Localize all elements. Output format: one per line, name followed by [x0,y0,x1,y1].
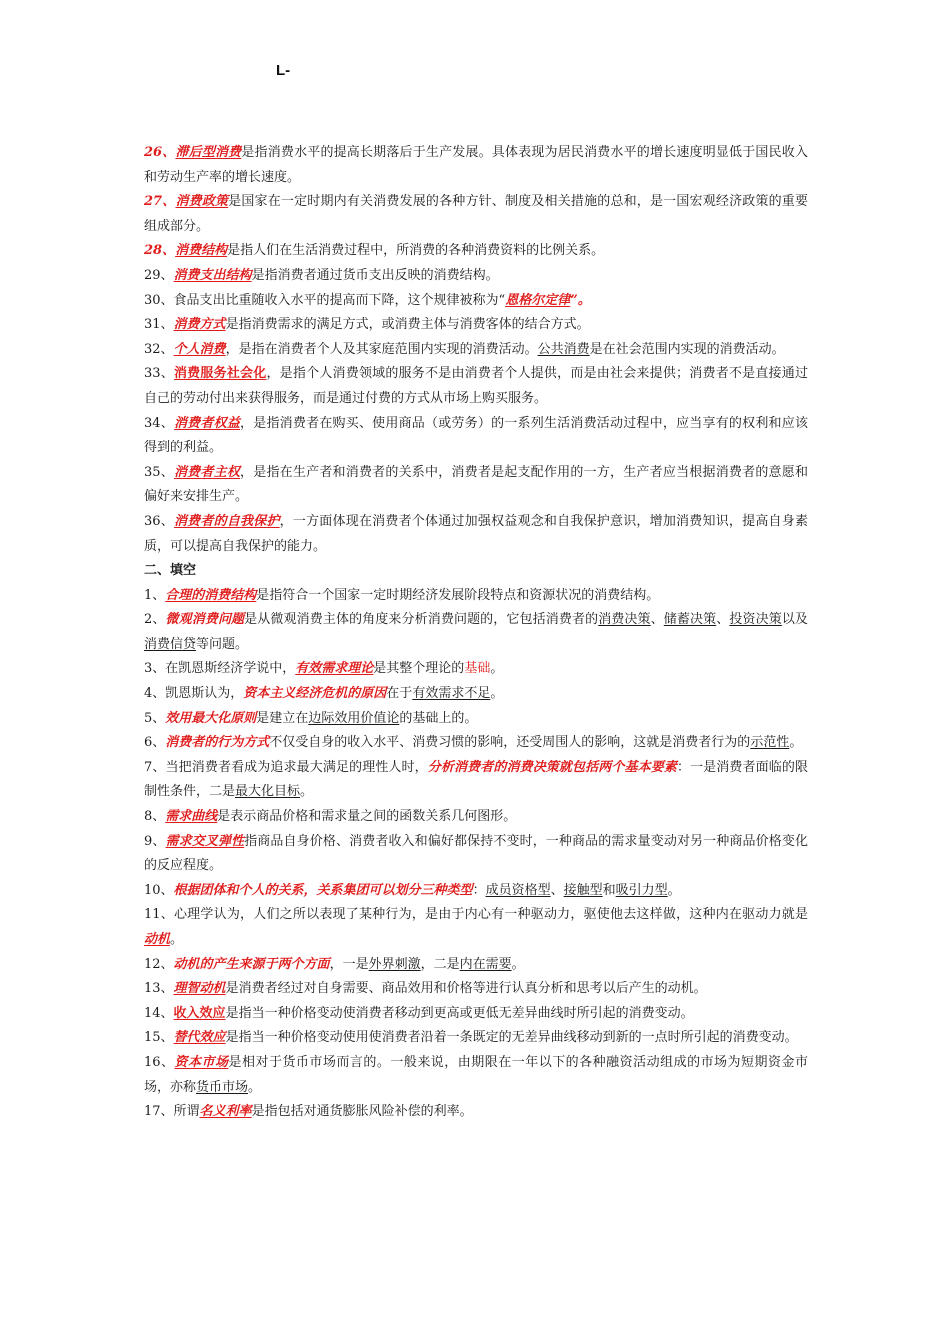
paragraph-p29 [144,264,808,289]
page-header-mark: L- [276,62,291,79]
text-run: 指商品自身价格、消费者收入和偏好都保持不变时，一种商品的需求量变动对另一种商品价格变化的反应程度。 [144,833,808,874]
text-run: 是消费者经过对自身需要、商品效用和价格等进行认真分析和思考以后产生的动机。 [225,981,707,997]
paragraph-f15 [144,1026,808,1051]
paragraph-f11 [144,903,808,952]
text-run: 。 [490,686,504,702]
term-highlight: 替代效应 [173,1030,226,1046]
paragraph-p34 [144,412,808,461]
text-run: 是指包括对通货膨胀风险补偿的利率。 [251,1104,473,1120]
text-run: 是相对于货币市场而言的。一般来说，由期限在一年以下的各种融资活动组成的市场为短期资金市场，亦称 [144,1054,808,1095]
text-run: 是在社会范围内实现的消费活动。 [589,341,785,357]
text-run: 、 [716,612,730,628]
text-run: 5、 [144,710,166,726]
text-run: 。 [490,661,504,677]
underlined-text: 成员资格型 [485,882,551,898]
term-highlight: 消费方式 [173,317,226,333]
term-highlight: 收入效应 [173,1005,226,1021]
text-run: 7、当把消费者看成为追求最大满足的理性人时， [144,759,428,775]
text-run: 。 [789,735,803,751]
underlined-text: 外界刺激 [368,956,421,972]
text-run: 和 [602,882,616,898]
text-run: 。 [248,1079,262,1095]
term-highlight: 根据团体和个人的关系，关系集团可以划分三种类型 [173,882,473,898]
paragraph-p35 [144,461,808,510]
text-run: ： [472,882,486,898]
underlined-text: 吸引力型 [615,882,668,898]
paragraph-f10 [144,879,808,904]
paragraph-f16 [144,1051,808,1100]
underlined-text: 公共消费 [537,341,590,357]
text-run: 14、 [144,1005,174,1021]
text-run: ，一方面体现在消费者个体通过加强权益观念和自我保护意识，增加消费知识，提高自身素质，可以提高自我保护的能力。 [144,513,808,554]
text-run: 。 [300,784,314,800]
text-run: 4、凯恩斯认为， [144,686,244,702]
term-highlight: 动机 [144,932,171,947]
paragraph-f3 [144,657,808,682]
underlined-text: 有效需求不足 [412,686,491,702]
term-highlight: 消费者权益 [173,415,241,431]
paragraph-p26 [144,141,808,190]
paragraph-f8 [144,805,808,830]
text-run: 35、 [144,464,174,480]
text-run: 不仅受自身的收入水平、消费习惯的影响，还受周围人的影响，这就是消费者行为的 [269,735,751,751]
paragraph-f17 [144,1100,808,1125]
text-run: 6、 [144,735,166,751]
term-highlight: 分析消费者的消费决策就包括两个基本要素 [427,759,677,775]
text-run: ，二是 [420,956,460,972]
paragraph-p33 [144,362,808,411]
text-run: 在于 [386,686,413,702]
text-run: 、 [650,612,664,628]
text-run: 3、在凯恩斯经济学说中， [144,661,296,677]
term-highlight: 资本主义经济危机的原因 [243,686,387,702]
text-run: 。 [170,932,184,947]
paragraph-f9 [144,830,808,879]
term-highlight: 27、 [144,194,176,210]
underlined-text: 接触型 [563,882,603,898]
document-body [144,141,808,1125]
text-run: 8、 [144,809,166,825]
text-run: 的基础上的。 [399,710,478,726]
underlined-text: 投资决策 [729,612,782,628]
text-run: 11、心理学认为，人们之所以表现了某种行为，是由于内心有一种驱动力，驱使他去这样做，这种内在驱动力就是 [144,907,808,923]
text-run: 是建立在 [256,710,309,726]
underlined-text: 内在需要 [459,956,512,972]
text-run: ，是指消费者在购买、使用商品（或劳务）的一系列生活消费活动过程中，应当享有的权利和应该得到的利益。 [144,415,808,456]
text-run: 。 [667,882,681,898]
paragraph-f12 [144,953,808,978]
underlined-text: 消费决策 [598,612,651,628]
paragraph-f1 [144,584,808,609]
term-highlight: 个人消费 [173,341,226,357]
text-run: 二、填空 [144,563,197,579]
text-run: 是指消费需求的满足方式，或消费主体与消费客体的结合方式。 [225,317,590,333]
text-run: 是国家在一定时期内有关消费发展的各种方针、制度及相关措施的总和，是一国宏观经济政策的重要组成部分。 [144,194,808,234]
paragraph-f14 [144,1002,808,1027]
paragraph-p31 [144,313,808,338]
text-run: 等问题。 [196,636,249,652]
text-run: ，是指个人消费领域的服务不是由消费者个人提供，而是由社会来提供；消费者不是直接通过自己的劳动付出来获得服务，而是通过付费的方式从市场上购买服务。 [144,366,808,406]
text-run: 是指消费水平的提高长期落后于生产发展。具体表现为居民消费水平的增长速度明显低于国民收入和劳动生产率的增长速度。 [144,145,808,185]
text-run: 是其整个理论的 [373,661,465,677]
term-highlight: 28、 [144,243,176,259]
underlined-text: 储蓄决策 [663,612,717,628]
text-run: 是指符合一个国家一定时期经济发展阶段特点和资源状况的消费结构。 [256,587,660,603]
text-run: 17、所谓 [144,1104,200,1120]
text-run: ，是指在生产者和消费者的关系中，消费者是起支配作用的一方，生产者应当根据消费者的意愿和偏好来安排生产。 [144,464,808,505]
text-run: 34、 [144,415,174,431]
text-run: 30、食品支出比重随收入水平的提高而下降，这个规律被称为“ [144,292,506,308]
paragraph-f2 [144,608,808,657]
text-run: 、 [550,882,564,898]
term-highlight: 消费者的自我保护 [173,513,280,529]
term-highlight: 消费结构 [175,243,228,259]
term-highlight: 恩格尔定律 [505,292,571,308]
text-run: 29、 [144,267,174,283]
term-highlight: 基础 [464,661,491,677]
term-highlight: 名义利率 [199,1104,252,1120]
text-run: 是指当一种价格变动使消费者移动到更高或更低无差异曲线时所引起的消费变动。 [225,1005,694,1021]
paragraph-f7 [144,756,808,805]
term-highlight: 需求曲线 [165,809,218,825]
text-run: 以及 [781,612,808,628]
term-highlight: 滞后型消费 [175,145,242,160]
text-run: 31、 [144,317,174,333]
text-run: 。 [511,956,525,972]
underlined-text: 货币市场 [196,1079,249,1095]
text-run: 是指当一种价格变动使用使消费者沿着一条既定的无差异曲线移动到新的一点时所引起的消费变动。 [225,1030,798,1046]
term-highlight: 消费支出结构 [173,267,252,283]
paragraph-p30 [144,289,808,314]
underlined-text: 最大化目标 [235,784,301,800]
text-run: 16、 [144,1054,175,1070]
text-run: 9、 [144,833,166,849]
term-highlight: 合理的消费结构 [165,587,257,603]
term-highlight: 消费者的行为方式 [165,735,270,751]
paragraph-p28 [144,239,808,264]
term-highlight: 26、 [144,145,176,160]
text-run: 2、 [144,612,166,628]
paragraph-p36 [144,510,808,559]
text-run: 是指消费者通过货币支出反映的消费结构。 [251,267,499,283]
text-run: 32、 [144,341,174,357]
text-run: ，一是 [329,956,369,972]
underlined-text: 边际效用价值论 [308,710,400,726]
underlined-text: 示范性 [750,735,790,751]
paragraph-p32 [144,338,808,363]
paragraph-f4 [144,682,808,707]
term-highlight: 效用最大化原则 [165,710,257,726]
text-run: 12、 [144,956,174,972]
term-highlight: 消费服务社会化 [173,366,267,382]
term-highlight: 有效需求理论 [295,661,374,677]
text-run: 33、 [144,366,174,382]
paragraph-p27 [144,190,808,239]
paragraph-f5 [144,707,808,732]
term-highlight: 需求交叉弹性 [165,833,245,849]
text-run: 13、 [144,981,174,997]
term-highlight: 资本市场 [174,1054,229,1070]
term-highlight: 微观消费问题 [165,612,245,628]
text-run: 是表示商品价格和需求量之间的函数关系几何图形。 [217,809,517,825]
text-run: ，是指在消费者个人及其家庭范围内实现的消费活动。 [225,341,538,357]
text-run: 是从微观消费主体的角度来分析消费问题的，它包括消费者的 [244,612,599,628]
term-highlight: 消费者主权 [173,464,241,480]
text-run: ：一是消费者面临的限制性条件，二是 [144,759,808,800]
paragraph-f6 [144,731,808,756]
term-highlight: ”。 [570,292,591,308]
text-run: 36、 [144,513,174,529]
text-run: 是指人们在生活消费过程中，所消费的各种消费资料的比例关系。 [227,243,605,259]
paragraph-f13 [144,977,808,1002]
term-highlight: 消费政策 [175,194,229,210]
term-highlight: 动机的产生来源于两个方面 [173,956,330,972]
text-run: 10、 [144,882,174,898]
term-highlight: 理智动机 [173,981,226,997]
text-run: 1、 [144,587,166,603]
text-run: 15、 [144,1030,174,1046]
underlined-text: 消费信贷 [144,636,197,652]
section-heading [144,559,808,584]
